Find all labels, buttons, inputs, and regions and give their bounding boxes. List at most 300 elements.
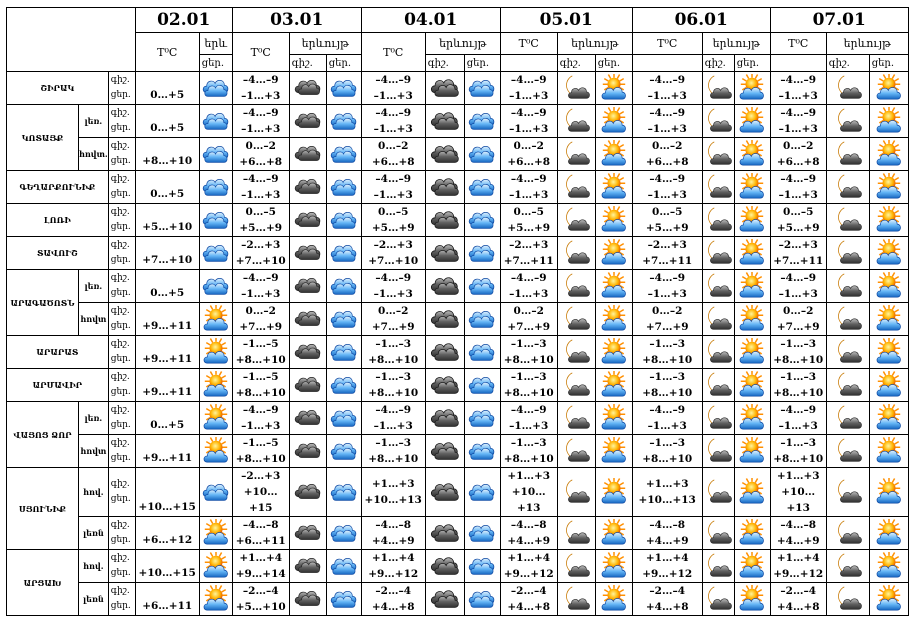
temperature-cell: –4…–9 –1…+3 bbox=[232, 402, 289, 435]
temperature-cell: –4…–9 –1…+3 bbox=[500, 402, 557, 435]
sun-cloud-icon bbox=[734, 435, 770, 468]
day-label: ցեր. bbox=[110, 288, 131, 298]
subregion-label: հով. bbox=[79, 468, 109, 517]
temperature-cell: –2…+3 +10…+15 bbox=[232, 468, 289, 517]
temperature-cell: –4…–9 –1…+3 bbox=[632, 171, 702, 204]
night-day-label bbox=[108, 550, 135, 583]
table-row bbox=[7, 270, 909, 303]
moon-cloud-icon bbox=[702, 336, 734, 369]
subregion-label: լեռ. bbox=[79, 402, 109, 435]
phenomenon-header: երևույթ bbox=[425, 33, 500, 55]
temperature-cell: –4…–9 –1…+3 bbox=[361, 270, 425, 303]
day-subheader: ցեր. bbox=[326, 55, 361, 72]
sun-cloud-icon bbox=[595, 72, 632, 105]
temperature-cell: +9…+11 bbox=[135, 435, 199, 468]
moon-cloud-icon bbox=[557, 204, 595, 237]
subregion-label: հով. bbox=[79, 550, 109, 583]
dark-cloud-icon bbox=[425, 435, 464, 468]
sun-cloud-icon bbox=[869, 171, 908, 204]
sun-cloud-icon bbox=[199, 435, 232, 468]
moon-cloud-icon bbox=[557, 435, 595, 468]
moon-cloud-icon bbox=[826, 105, 869, 138]
dark-cloud-icon bbox=[425, 583, 464, 616]
moon-cloud-icon bbox=[826, 402, 869, 435]
sun-cloud-icon bbox=[869, 336, 908, 369]
sun-cloud-icon bbox=[734, 270, 770, 303]
moon-cloud-icon bbox=[557, 583, 595, 616]
sun-cloud-icon bbox=[595, 105, 632, 138]
night-day-label bbox=[108, 138, 135, 171]
rain-cloud-icon bbox=[199, 138, 232, 171]
cloud-icon bbox=[289, 237, 326, 270]
sun-cloud-icon bbox=[869, 369, 908, 402]
dark-cloud-icon bbox=[425, 517, 464, 550]
moon-cloud-icon bbox=[702, 204, 734, 237]
moon-cloud-icon bbox=[826, 72, 869, 105]
rain-cloud-icon bbox=[199, 204, 232, 237]
temperature-cell: 0…–5 +5…+9 bbox=[632, 204, 702, 237]
temperature-cell: 0…–5 +5…+9 bbox=[770, 204, 826, 237]
rain-cloud-icon bbox=[326, 402, 361, 435]
rain-cloud-icon bbox=[199, 270, 232, 303]
moon-cloud-icon bbox=[557, 468, 595, 517]
moon-cloud-icon bbox=[826, 517, 869, 550]
forecast-body bbox=[7, 72, 909, 616]
subregion-label: հովտ. bbox=[79, 138, 109, 171]
temperature-cell: 0…–2 +6…+8 bbox=[232, 138, 289, 171]
subregion-label: հովտ bbox=[79, 435, 109, 468]
table-row bbox=[7, 303, 909, 336]
temperature-cell: –1…–5 +8…+10 bbox=[232, 435, 289, 468]
night-day-label bbox=[108, 369, 135, 402]
region-label: ԱՐԱՐԱՏ bbox=[7, 336, 109, 369]
temperature-cell: 0…–2 +7…+9 bbox=[232, 303, 289, 336]
temperature-cell: –4…–9 –1…+3 bbox=[500, 270, 557, 303]
rain-cloud-icon bbox=[464, 550, 500, 583]
date-header: 02.01 bbox=[135, 8, 232, 33]
region-label: ԼՈՌԻ bbox=[7, 204, 109, 237]
day-label: ցեր. bbox=[110, 601, 131, 611]
rain-cloud-icon bbox=[326, 435, 361, 468]
moon-cloud-icon bbox=[557, 171, 595, 204]
sun-cloud-icon bbox=[199, 303, 232, 336]
sun-cloud-icon bbox=[595, 270, 632, 303]
temperature-cell: –1…–3 +8…+10 bbox=[770, 435, 826, 468]
night-label: գիշ. bbox=[110, 174, 130, 184]
temp-header: T⁰C bbox=[135, 33, 199, 72]
sun-cloud-icon bbox=[199, 517, 232, 550]
day-label: ցեր. bbox=[110, 420, 131, 430]
phenomenon-header: երևույթ bbox=[826, 33, 908, 55]
night-label: գիշ. bbox=[110, 141, 130, 151]
night-day-label bbox=[108, 468, 135, 517]
sun-cloud-icon bbox=[595, 171, 632, 204]
rain-cloud-icon bbox=[464, 583, 500, 616]
table-row bbox=[7, 72, 909, 105]
temp-header: T⁰C bbox=[361, 33, 425, 72]
temperature-cell: +1…+4 +9…+14 bbox=[232, 550, 289, 583]
moon-cloud-icon bbox=[702, 435, 734, 468]
temperature-cell: –2…+3 +7…+11 bbox=[632, 237, 702, 270]
cloud-icon bbox=[289, 369, 326, 402]
temperature-cell: –4…–9 –1…+3 bbox=[770, 402, 826, 435]
region-label: ՇԻՐԱԿ bbox=[7, 72, 109, 105]
moon-cloud-icon bbox=[557, 402, 595, 435]
phenomenon-header: երևույթ bbox=[289, 33, 361, 55]
moon-cloud-icon bbox=[557, 270, 595, 303]
sun-cloud-icon bbox=[869, 517, 908, 550]
rain-cloud-icon bbox=[326, 336, 361, 369]
temperature-cell: 0…–2 +6…+8 bbox=[361, 138, 425, 171]
rain-cloud-icon bbox=[326, 270, 361, 303]
temperature-cell: +9…+11 bbox=[135, 303, 199, 336]
cloud-icon bbox=[289, 402, 326, 435]
night-label: գիշ. bbox=[110, 372, 130, 382]
sun-cloud-icon bbox=[199, 402, 232, 435]
temperature-cell: +1…+4 +9…+12 bbox=[361, 550, 425, 583]
table-row bbox=[7, 517, 909, 550]
sun-cloud-icon bbox=[199, 583, 232, 616]
rain-cloud-icon bbox=[326, 303, 361, 336]
temperature-cell: +1…+4 +9…+12 bbox=[500, 550, 557, 583]
night-label: գիշ. bbox=[110, 479, 130, 489]
temperature-cell: –1…–3 +8…+10 bbox=[632, 336, 702, 369]
night-subheader: գիշ. bbox=[702, 55, 734, 72]
moon-cloud-icon bbox=[702, 171, 734, 204]
temperature-cell: –4…–9 –1…+3 bbox=[632, 402, 702, 435]
region-label: ԱՐՄԱՎԻՐ bbox=[7, 369, 109, 402]
temperature-cell: –1…–3 +8…+10 bbox=[361, 369, 425, 402]
temperature-cell: 0…–2 +7…+9 bbox=[770, 303, 826, 336]
region-label: ԿՈՏԱՅՔ bbox=[7, 105, 79, 171]
day-label: ցեր. bbox=[110, 321, 131, 331]
temp-header: T⁰C bbox=[232, 33, 289, 72]
cloud-icon bbox=[289, 171, 326, 204]
moon-cloud-icon bbox=[702, 303, 734, 336]
moon-cloud-icon bbox=[826, 435, 869, 468]
rain-cloud-icon bbox=[326, 138, 361, 171]
region-label: ՎԱՅՈՑ ՁՈՐ bbox=[7, 402, 79, 468]
temperature-cell: 0…–2 +6…+8 bbox=[632, 138, 702, 171]
moon-cloud-icon bbox=[557, 72, 595, 105]
moon-cloud-icon bbox=[826, 270, 869, 303]
temperature-cell: –1…–3 +8…+10 bbox=[500, 435, 557, 468]
rain-cloud-icon bbox=[464, 468, 500, 517]
moon-cloud-icon bbox=[702, 237, 734, 270]
sun-cloud-icon bbox=[734, 303, 770, 336]
moon-cloud-icon bbox=[702, 72, 734, 105]
day-label: ցեր. bbox=[110, 123, 131, 133]
sun-cloud-icon bbox=[869, 204, 908, 237]
sun-cloud-icon bbox=[869, 138, 908, 171]
dark-cloud-icon bbox=[425, 237, 464, 270]
rain-cloud-icon bbox=[464, 303, 500, 336]
region-label: ԳԵՂԱՐՔՈՒՆԻՔ bbox=[7, 171, 109, 204]
table-row bbox=[7, 550, 909, 583]
temperature-cell: +1…+4 +9…+12 bbox=[632, 550, 702, 583]
night-label: գիշ. bbox=[110, 586, 130, 596]
sun-cloud-icon bbox=[734, 402, 770, 435]
rain-cloud-icon bbox=[326, 369, 361, 402]
moon-cloud-icon bbox=[557, 303, 595, 336]
moon-cloud-icon bbox=[702, 468, 734, 517]
subregion-label: լեռն bbox=[79, 583, 109, 616]
night-label: գիշ. bbox=[110, 306, 130, 316]
table-row bbox=[7, 369, 909, 402]
empty-subheader bbox=[500, 55, 557, 72]
sun-cloud-icon bbox=[595, 204, 632, 237]
dark-cloud-icon bbox=[425, 402, 464, 435]
night-label: գիշ. bbox=[110, 240, 130, 250]
moon-cloud-icon bbox=[702, 550, 734, 583]
temperature-cell: –4…–8 +4…+9 bbox=[361, 517, 425, 550]
temperature-cell: +6…+12 bbox=[135, 517, 199, 550]
sun-cloud-icon bbox=[595, 468, 632, 517]
subregion-label: լեռ. bbox=[79, 270, 109, 303]
night-label: գիշ. bbox=[110, 520, 130, 530]
night-day-label bbox=[108, 237, 135, 270]
night-subheader: գիշ. bbox=[289, 55, 326, 72]
sun-cloud-icon bbox=[869, 468, 908, 517]
night-label: գիշ. bbox=[110, 405, 130, 415]
temperature-cell: –4…–9 –1…+3 bbox=[770, 105, 826, 138]
cloud-icon bbox=[289, 435, 326, 468]
corner-cell bbox=[7, 8, 136, 72]
temperature-cell: 0…+5 bbox=[135, 171, 199, 204]
region-label: ԱՐԱԳԱԾՈՏՆ bbox=[7, 270, 79, 336]
temperature-cell: –1…–3 +8…+10 bbox=[770, 369, 826, 402]
temperature-cell: –2…+3 +7…+10 bbox=[232, 237, 289, 270]
dark-cloud-icon bbox=[425, 550, 464, 583]
night-label: գիշ. bbox=[110, 207, 130, 217]
rain-cloud-icon bbox=[326, 105, 361, 138]
sun-cloud-icon bbox=[734, 583, 770, 616]
day-subheader: ցեր. bbox=[464, 55, 500, 72]
moon-cloud-icon bbox=[826, 550, 869, 583]
temperature-cell: +6…+11 bbox=[135, 583, 199, 616]
sun-cloud-icon bbox=[734, 336, 770, 369]
sun-cloud-icon bbox=[869, 303, 908, 336]
temperature-cell: +8…+10 bbox=[135, 138, 199, 171]
temperature-cell: –1…–3 +8…+10 bbox=[632, 435, 702, 468]
sun-cloud-icon bbox=[595, 435, 632, 468]
moon-cloud-icon bbox=[702, 517, 734, 550]
day-subheader: ցեր. bbox=[869, 55, 908, 72]
temperature-cell: –4…–9 –1…+3 bbox=[361, 402, 425, 435]
sun-cloud-icon bbox=[734, 517, 770, 550]
phenomenon-header: երև bbox=[199, 33, 232, 55]
temperature-cell: 0…–5 +5…+9 bbox=[500, 204, 557, 237]
night-subheader: գիշ. bbox=[557, 55, 595, 72]
region-label: ՏԱՎՈՒՇ bbox=[7, 237, 109, 270]
rain-cloud-icon bbox=[464, 517, 500, 550]
day-label: ցեր. bbox=[110, 387, 131, 397]
sun-cloud-icon bbox=[734, 138, 770, 171]
rain-cloud-icon bbox=[464, 204, 500, 237]
day-label: ցեր. bbox=[110, 222, 131, 232]
temperature-cell: 0…+5 bbox=[135, 105, 199, 138]
sun-cloud-icon bbox=[869, 237, 908, 270]
rain-cloud-icon bbox=[199, 237, 232, 270]
sun-cloud-icon bbox=[734, 105, 770, 138]
cloud-icon bbox=[289, 138, 326, 171]
day-subheader: ցեր. bbox=[734, 55, 770, 72]
moon-cloud-icon bbox=[826, 138, 869, 171]
moon-cloud-icon bbox=[826, 204, 869, 237]
night-day-label bbox=[108, 270, 135, 303]
table-row bbox=[7, 468, 909, 517]
sun-cloud-icon bbox=[595, 550, 632, 583]
day-label: ցեր. bbox=[110, 535, 131, 545]
temperature-cell: –4…–9 –1…+3 bbox=[232, 171, 289, 204]
day-label: ցեր. bbox=[110, 189, 131, 199]
sun-cloud-icon bbox=[595, 517, 632, 550]
sun-cloud-icon bbox=[595, 402, 632, 435]
cloud-icon bbox=[289, 204, 326, 237]
sun-cloud-icon bbox=[734, 468, 770, 517]
moon-cloud-icon bbox=[826, 468, 869, 517]
empty-subheader bbox=[770, 55, 826, 72]
temperature-cell: +10…+15 bbox=[135, 468, 199, 517]
subregion-label: լեռն bbox=[79, 517, 109, 550]
rain-cloud-icon bbox=[326, 237, 361, 270]
night-label: գիշ. bbox=[110, 339, 130, 349]
dark-cloud-icon bbox=[425, 72, 464, 105]
temperature-cell: +1…+3 +10…+13 bbox=[500, 468, 557, 517]
night-day-label bbox=[108, 204, 135, 237]
night-day-label bbox=[108, 303, 135, 336]
cloud-icon bbox=[289, 105, 326, 138]
sun-cloud-icon bbox=[869, 583, 908, 616]
rain-cloud-icon bbox=[199, 105, 232, 138]
moon-cloud-icon bbox=[557, 237, 595, 270]
day-label: ցեր. bbox=[110, 453, 131, 463]
temperature-cell: 0…–5 +5…+9 bbox=[361, 204, 425, 237]
sun-cloud-icon bbox=[734, 369, 770, 402]
night-day-label bbox=[108, 402, 135, 435]
dark-cloud-icon bbox=[425, 270, 464, 303]
temperature-cell: 0…+5 bbox=[135, 72, 199, 105]
moon-cloud-icon bbox=[702, 270, 734, 303]
temperature-cell: –2…–4 +4…+8 bbox=[770, 583, 826, 616]
dark-cloud-icon bbox=[425, 336, 464, 369]
rain-cloud-icon bbox=[464, 369, 500, 402]
table-row bbox=[7, 138, 909, 171]
moon-cloud-icon bbox=[702, 583, 734, 616]
temperature-cell: –4…–9 –1…+3 bbox=[500, 105, 557, 138]
temperature-cell: –4…–9 –1…+3 bbox=[632, 270, 702, 303]
moon-cloud-icon bbox=[826, 171, 869, 204]
dark-cloud-icon bbox=[425, 204, 464, 237]
night-label: գիշ. bbox=[110, 75, 130, 85]
temperature-cell: –1…–3 +8…+10 bbox=[500, 336, 557, 369]
sun-cloud-icon bbox=[595, 237, 632, 270]
rain-cloud-icon bbox=[326, 550, 361, 583]
temperature-cell: –4…–9 –1…+3 bbox=[361, 105, 425, 138]
moon-cloud-icon bbox=[826, 336, 869, 369]
date-header: 05.01 bbox=[500, 8, 632, 33]
temperature-cell: –4…–9 –1…+3 bbox=[770, 171, 826, 204]
date-header: 06.01 bbox=[632, 8, 770, 33]
dark-cloud-icon bbox=[425, 303, 464, 336]
rain-cloud-icon bbox=[326, 468, 361, 517]
rain-cloud-icon bbox=[464, 105, 500, 138]
cloud-icon bbox=[289, 517, 326, 550]
temperature-cell: –4…–8 +6…+11 bbox=[232, 517, 289, 550]
sun-cloud-icon bbox=[595, 369, 632, 402]
cloud-icon bbox=[289, 270, 326, 303]
rain-cloud-icon bbox=[464, 435, 500, 468]
day-label: ցեր. bbox=[110, 354, 131, 364]
table-row bbox=[7, 171, 909, 204]
sun-cloud-icon bbox=[869, 550, 908, 583]
temperature-cell: –4…–9 –1…+3 bbox=[770, 270, 826, 303]
sun-cloud-icon bbox=[734, 550, 770, 583]
table-row bbox=[7, 105, 909, 138]
temperature-cell: –4…–9 –1…+3 bbox=[500, 171, 557, 204]
day-label: ցեր. bbox=[110, 568, 131, 578]
temperature-cell: –4…–9 –1…+3 bbox=[232, 105, 289, 138]
temperature-cell: 0…+5 bbox=[135, 402, 199, 435]
temperature-cell: +1…+3 +10…+13 bbox=[770, 468, 826, 517]
rain-cloud-icon bbox=[199, 72, 232, 105]
cloud-icon bbox=[289, 583, 326, 616]
temperature-cell: –1…–3 +8…+10 bbox=[632, 369, 702, 402]
temperature-cell: –4…–9 –1…+3 bbox=[770, 72, 826, 105]
temperature-cell: +1…+3 +10…+13 bbox=[361, 468, 425, 517]
table-row bbox=[7, 583, 909, 616]
moon-cloud-icon bbox=[557, 336, 595, 369]
sun-cloud-icon bbox=[734, 72, 770, 105]
temperature-cell: +10…+15 bbox=[135, 550, 199, 583]
subregion-label: լեռ. bbox=[79, 105, 109, 138]
moon-cloud-icon bbox=[826, 369, 869, 402]
day-subheader: ցեր. bbox=[595, 55, 632, 72]
temperature-cell: –2…–4 +4…+8 bbox=[361, 583, 425, 616]
table-row bbox=[7, 336, 909, 369]
rain-cloud-icon bbox=[464, 237, 500, 270]
rain-cloud-icon bbox=[464, 72, 500, 105]
day-label: ցեր. bbox=[110, 494, 131, 504]
temperature-cell: –4…–9 –1…+3 bbox=[361, 72, 425, 105]
rain-cloud-icon bbox=[464, 270, 500, 303]
table-row bbox=[7, 204, 909, 237]
temperature-cell: 0…–2 +7…+9 bbox=[632, 303, 702, 336]
table-row bbox=[7, 402, 909, 435]
moon-cloud-icon bbox=[826, 303, 869, 336]
temperature-cell: –2…+3 +7…+10 bbox=[361, 237, 425, 270]
cloud-icon bbox=[289, 303, 326, 336]
temperature-cell: –1…–3 +8…+10 bbox=[500, 369, 557, 402]
temperature-cell: –1…–5 +8…+10 bbox=[232, 336, 289, 369]
temperature-cell: 0…–2 +6…+8 bbox=[500, 138, 557, 171]
moon-cloud-icon bbox=[826, 583, 869, 616]
sun-cloud-icon bbox=[869, 72, 908, 105]
temperature-cell: –4…–9 –1…+3 bbox=[232, 72, 289, 105]
subregion-label: հովտ bbox=[79, 303, 109, 336]
cloud-icon bbox=[289, 72, 326, 105]
temperature-cell: –1…–3 +8…+10 bbox=[770, 336, 826, 369]
sun-cloud-icon bbox=[734, 171, 770, 204]
temp-header: T⁰C bbox=[632, 33, 702, 55]
night-day-label bbox=[108, 583, 135, 616]
date-header: 04.01 bbox=[361, 8, 500, 33]
cloud-icon bbox=[289, 550, 326, 583]
moon-cloud-icon bbox=[702, 402, 734, 435]
sun-cloud-icon bbox=[869, 402, 908, 435]
night-day-label bbox=[108, 435, 135, 468]
region-label: ԱՐՑԱԽ bbox=[7, 550, 79, 616]
